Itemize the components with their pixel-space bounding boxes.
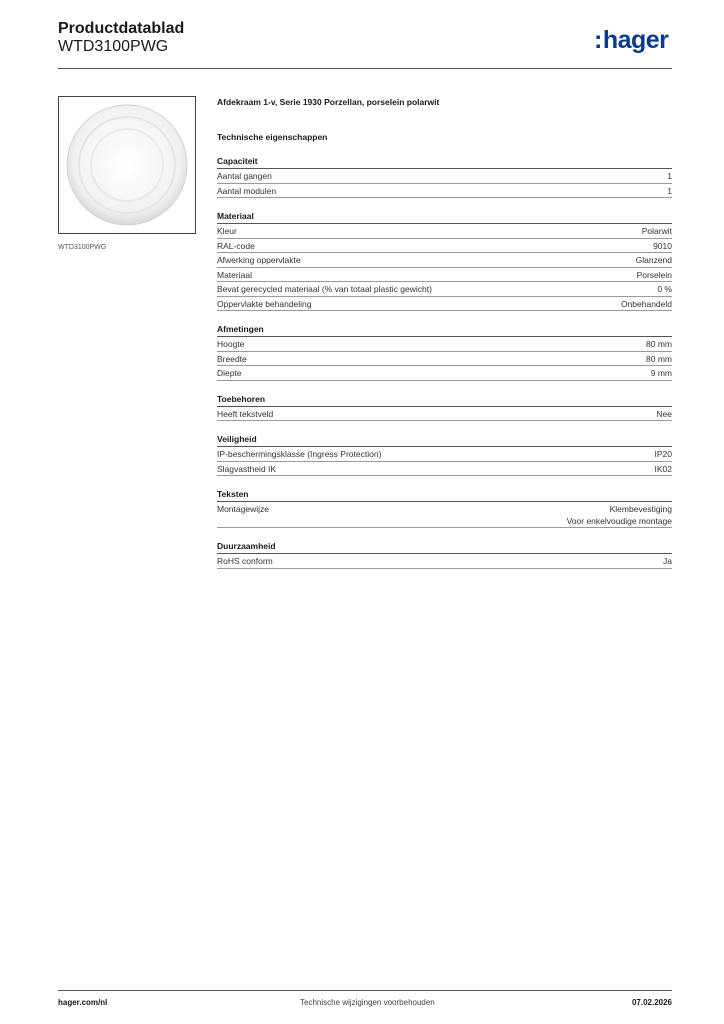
spec-value: Porselein xyxy=(636,269,672,280)
spec-row xyxy=(217,253,672,268)
spec-label: Montagewijze xyxy=(217,504,269,514)
spec-section-afmetingen xyxy=(217,323,672,381)
header-divider xyxy=(58,68,672,69)
spec-label: Kleur xyxy=(217,226,237,236)
spec-label: RoHS conform xyxy=(217,556,273,566)
spec-row xyxy=(217,224,672,239)
spec-label: Oppervlakte behandeling xyxy=(217,298,312,309)
spec-content xyxy=(217,96,672,569)
section-heading: Duurzaamheid xyxy=(217,540,672,554)
spec-label: Breedte xyxy=(217,353,247,364)
spec-row xyxy=(217,169,672,184)
spec-label: IP-beschermingsklasse (Ingress Protection) xyxy=(217,449,382,459)
spec-value: Onbehandeld xyxy=(620,298,672,309)
section-heading: Materiaal xyxy=(217,210,672,224)
spec-section-duurzaamheid xyxy=(217,540,672,569)
spec-value: 9010 xyxy=(653,240,672,251)
spec-value: Glanzend xyxy=(635,255,672,265)
spec-row xyxy=(217,268,672,283)
section-heading: Veiligheid xyxy=(217,433,672,447)
footer-date: 07.02.2026 xyxy=(631,998,672,1007)
spec-label: Afwerking oppervlakte xyxy=(217,255,301,265)
spec-row xyxy=(217,337,672,352)
spec-sections xyxy=(217,155,672,569)
spec-section-materiaal xyxy=(217,210,672,311)
spec-row xyxy=(217,352,672,367)
section-heading: Teksten xyxy=(217,488,672,502)
logo-colon-icon: : xyxy=(594,26,602,54)
product-description: Afdekraam 1-v, Serie 1930 Porzellan, porselein polarwit xyxy=(217,97,440,107)
spec-label: Slagvastheid IK xyxy=(217,463,277,474)
section-heading: Capaciteit xyxy=(217,155,672,169)
spec-value: Nee xyxy=(656,408,672,419)
product-code-heading: WTD3100PWG xyxy=(58,38,169,55)
spec-section-teksten xyxy=(217,488,672,528)
spec-row xyxy=(217,554,672,569)
spec-value-line: Klembevestiging xyxy=(609,504,672,514)
spec-value: 1 xyxy=(667,185,672,196)
section-heading: Toebehoren xyxy=(217,393,672,407)
spec-label: Heeft tekstveld xyxy=(217,408,274,419)
spec-label: Bevat gerecycled materiaal (% van totaal plastic gewicht) xyxy=(217,284,432,294)
section-heading: Afmetingen xyxy=(217,323,672,337)
spec-row xyxy=(217,184,672,199)
spec-value: Ja xyxy=(663,556,672,566)
spec-label: RAL-code xyxy=(217,240,255,251)
spec-label: Materiaal xyxy=(217,269,252,280)
technical-properties-title: Technische eigenschappen xyxy=(217,132,328,142)
spec-value: 9 mm xyxy=(650,368,672,378)
cover-frame-illustration xyxy=(59,97,195,233)
logo-text: hager xyxy=(602,26,669,54)
hager-logo xyxy=(594,28,668,53)
spec-value: IK02 xyxy=(654,463,672,474)
spec-row xyxy=(217,366,672,381)
spec-value: IP20 xyxy=(654,449,672,459)
spec-label: Hoogte xyxy=(217,339,245,349)
spec-value xyxy=(567,503,672,527)
spec-label: Aantal modulen xyxy=(217,185,277,196)
spec-label: Aantal gangen xyxy=(217,171,272,181)
spec-value-line: Voor enkelvoudige montage xyxy=(566,516,672,526)
spec-row xyxy=(217,447,672,462)
spec-value: 0 % xyxy=(657,284,672,294)
spec-row xyxy=(217,502,672,528)
spec-section-toebehoren xyxy=(217,393,672,422)
spec-row xyxy=(217,282,672,297)
product-image xyxy=(58,96,196,234)
image-caption: WTD3100PWG xyxy=(58,244,107,251)
spec-row xyxy=(217,407,672,422)
spec-section-veiligheid xyxy=(217,433,672,476)
spec-row xyxy=(217,297,672,312)
spec-section-capaciteit xyxy=(217,155,672,198)
page-title: Productdatablad xyxy=(58,20,185,37)
spec-value: 80 mm xyxy=(646,339,672,349)
spec-row xyxy=(217,462,672,477)
spec-label: Diepte xyxy=(217,368,242,378)
footer-website: hager.com/nl xyxy=(58,998,108,1007)
spec-value: 80 mm xyxy=(646,353,672,364)
footer-divider xyxy=(58,990,672,991)
spec-value: 1 xyxy=(667,171,672,181)
footer-notice: Technische wijzigingen voorbehouden xyxy=(300,998,435,1007)
spec-value: Polarwit xyxy=(641,226,672,236)
spec-row xyxy=(217,239,672,254)
